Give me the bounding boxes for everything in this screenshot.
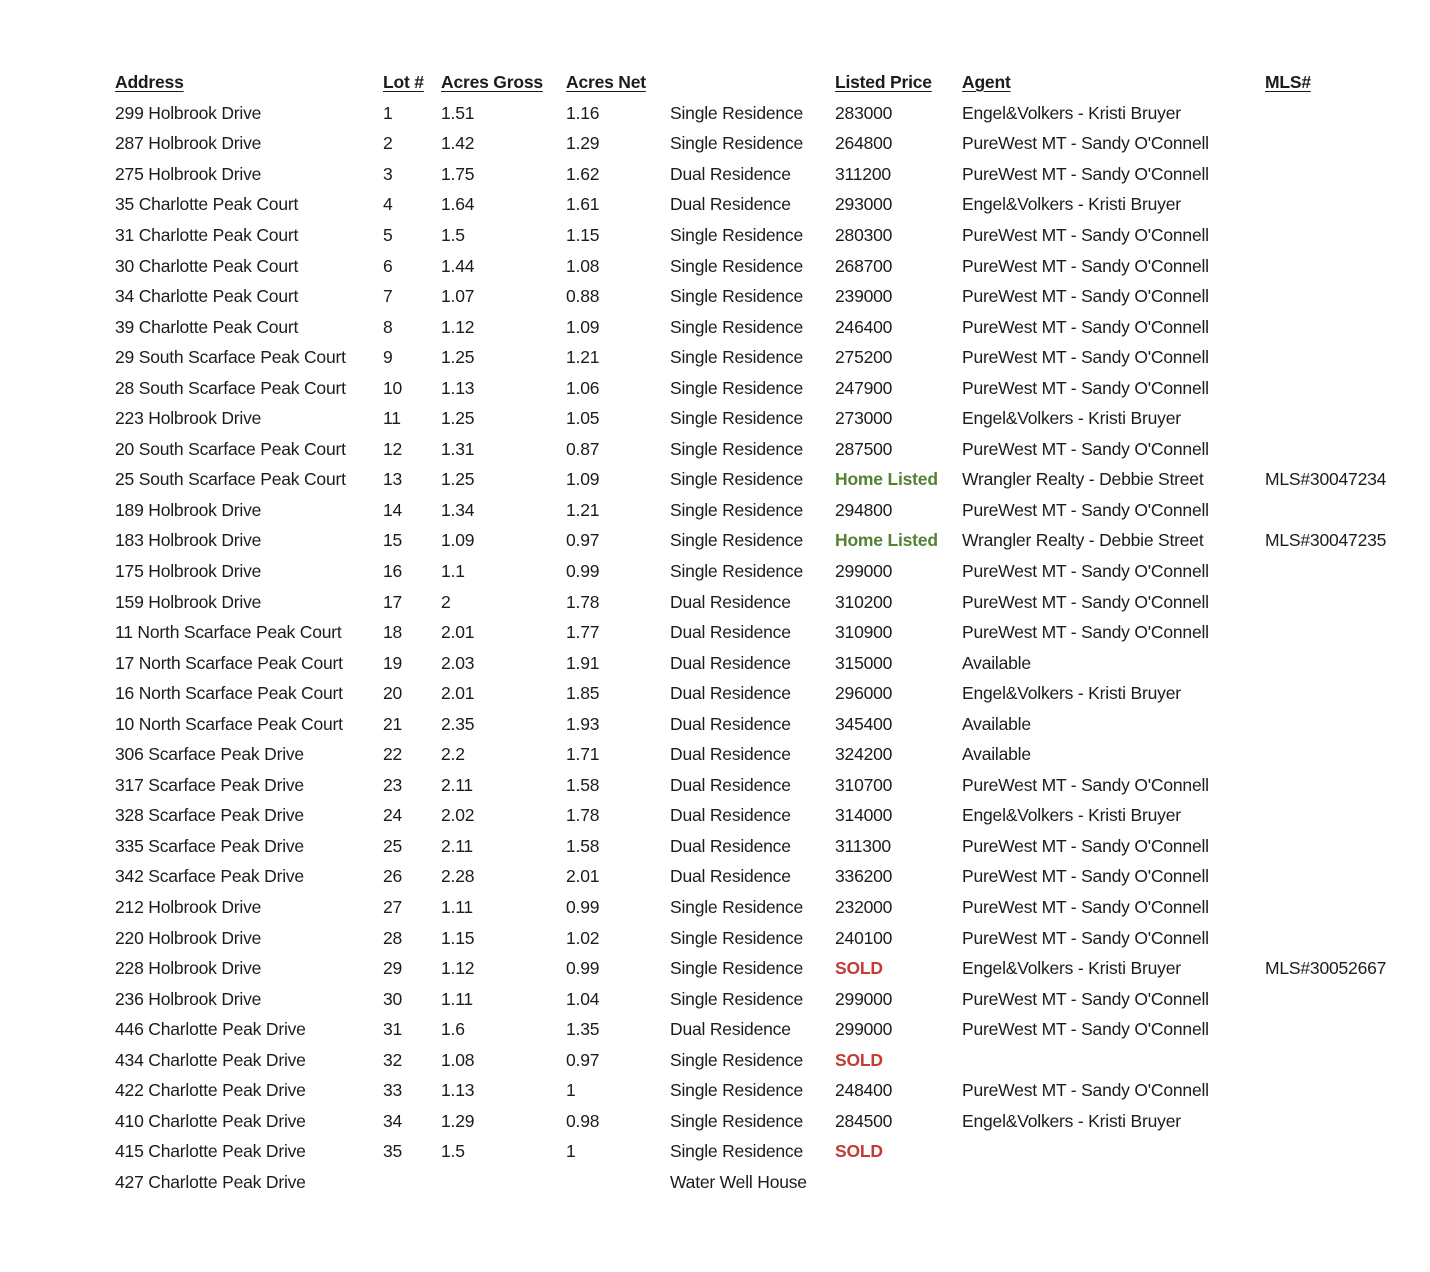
residence-type-cell: Dual Residence: [670, 683, 791, 704]
agent-cell: PureWest MT - Sandy O'Connell: [962, 774, 1209, 795]
acres-gross-cell: 1.51: [441, 102, 475, 123]
residence-type-cell: Single Residence: [670, 316, 803, 337]
listed-price-cell: 284500: [835, 1110, 893, 1131]
acres-gross-cell: 1.11: [441, 896, 473, 917]
agent-cell: PureWest MT - Sandy O'Connell: [962, 224, 1209, 245]
acres-gross-cell: 2: [441, 591, 451, 612]
column-header-mls: MLS#: [1265, 72, 1311, 92]
table-row: [115, 587, 1430, 618]
residence-type-cell: Single Residence: [670, 133, 803, 154]
acres-gross-cell: 1.42: [441, 133, 475, 154]
table-row: [115, 220, 1430, 251]
residence-type-cell: Single Residence: [670, 1049, 803, 1070]
acres-net-cell: 1.21: [566, 347, 600, 368]
residence-type-cell: Dual Residence: [670, 622, 791, 643]
lot-number-cell: 7: [383, 286, 393, 307]
lot-number-cell: 21: [383, 713, 403, 734]
listed-price-cell: 294800: [835, 499, 893, 520]
residence-type-cell: Single Residence: [670, 469, 803, 490]
acres-net-cell: 0.98: [566, 1110, 600, 1131]
acres-gross-cell: 2.03: [441, 652, 475, 673]
agent-cell: PureWest MT - Sandy O'Connell: [962, 927, 1209, 948]
acres-net-cell: 1.06: [566, 377, 600, 398]
residence-type-cell: Dual Residence: [670, 866, 791, 887]
address-cell: 189 Holbrook Drive: [115, 499, 262, 520]
lot-number-cell: 15: [383, 530, 403, 551]
residence-type-cell: Single Residence: [670, 1080, 803, 1101]
agent-cell: PureWest MT - Sandy O'Connell: [962, 866, 1209, 887]
address-cell: 35 Charlotte Peak Court: [115, 194, 299, 215]
agent-cell: PureWest MT - Sandy O'Connell: [962, 347, 1209, 368]
column-header-lot-number: Lot #: [383, 72, 424, 92]
lot-number-cell: 6: [383, 255, 393, 276]
lot-number-cell: 10: [383, 377, 403, 398]
agent-cell: Available: [962, 713, 1031, 734]
table-row: [115, 831, 1430, 862]
acres-gross-cell: 1.11: [441, 988, 473, 1009]
address-cell: 335 Scarface Peak Drive: [115, 835, 304, 856]
listed-price-cell: 280300: [835, 224, 893, 245]
residence-type-cell: Single Residence: [670, 1141, 803, 1162]
agent-cell: PureWest MT - Sandy O'Connell: [962, 499, 1209, 520]
listed-price-cell: 239000: [835, 286, 893, 307]
lot-number-cell: 34: [383, 1110, 403, 1131]
table-row: [115, 892, 1430, 923]
listed-price-cell: 247900: [835, 377, 893, 398]
residence-type-cell: Single Residence: [670, 499, 803, 520]
table-row: [115, 953, 1430, 984]
lot-number-cell: 29: [383, 958, 403, 979]
lot-number-cell: 26: [383, 866, 403, 887]
residence-type-cell: Single Residence: [670, 530, 803, 551]
acres-net-cell: 0.99: [566, 896, 600, 917]
address-cell: 427 Charlotte Peak Drive: [115, 1171, 306, 1192]
residence-type-cell: Single Residence: [670, 896, 803, 917]
acres-gross-cell: 1.13: [441, 1080, 475, 1101]
acres-gross-cell: 2.28: [441, 866, 475, 887]
residence-type-cell: Single Residence: [670, 102, 803, 123]
lot-number-cell: 13: [383, 469, 403, 490]
acres-gross-cell: 1.34: [441, 499, 475, 520]
column-header-listed-price: Listed Price: [835, 72, 932, 92]
agent-cell: PureWest MT - Sandy O'Connell: [962, 591, 1209, 612]
table-row: [115, 648, 1430, 679]
residence-type-cell: Single Residence: [670, 438, 803, 459]
listed-price-cell: Home Listed: [835, 530, 938, 551]
table-row: [115, 1076, 1430, 1107]
acres-net-cell: 1.78: [566, 591, 600, 612]
acres-gross-cell: 1.25: [441, 469, 475, 490]
acres-net-cell: 1.29: [566, 133, 600, 154]
acres-gross-cell: 2.11: [441, 774, 473, 795]
acres-net-cell: 1.35: [566, 1019, 600, 1040]
mls-number-cell: MLS#30047234: [1265, 469, 1387, 490]
residence-type-cell: Water Well House: [670, 1171, 807, 1192]
agent-cell: PureWest MT - Sandy O'Connell: [962, 133, 1209, 154]
listed-price-cell: 299000: [835, 560, 893, 581]
lot-number-cell: 27: [383, 896, 403, 917]
residence-type-cell: Dual Residence: [670, 805, 791, 826]
acres-gross-cell: 1.12: [441, 316, 475, 337]
listed-price-cell: 310200: [835, 591, 893, 612]
acres-net-cell: 1.62: [566, 163, 600, 184]
listed-price-cell: 287500: [835, 438, 893, 459]
residence-type-cell: Dual Residence: [670, 591, 791, 612]
agent-cell: PureWest MT - Sandy O'Connell: [962, 560, 1209, 581]
residence-type-cell: Dual Residence: [670, 652, 791, 673]
acres-gross-cell: 2.2: [441, 744, 465, 765]
table-header-row: [115, 67, 1430, 98]
acres-net-cell: 1.93: [566, 713, 600, 734]
residence-type-cell: Dual Residence: [670, 774, 791, 795]
listed-price-cell: 314000: [835, 805, 893, 826]
table-row: [115, 1137, 1430, 1168]
lot-number-cell: 1: [383, 102, 393, 123]
listed-price-cell: 299000: [835, 988, 893, 1009]
agent-cell: Engel&Volkers - Kristi Bruyer: [962, 683, 1181, 704]
table-row: [115, 434, 1430, 465]
address-cell: 175 Holbrook Drive: [115, 560, 262, 581]
acres-net-cell: 0.97: [566, 530, 600, 551]
acres-gross-cell: 1.31: [441, 438, 475, 459]
agent-cell: PureWest MT - Sandy O'Connell: [962, 377, 1209, 398]
table-row: [115, 129, 1430, 160]
residence-type-cell: Dual Residence: [670, 194, 791, 215]
lot-number-cell: 8: [383, 316, 393, 337]
listed-price-cell: 268700: [835, 255, 893, 276]
residence-type-cell: Dual Residence: [670, 744, 791, 765]
table-row: [115, 770, 1430, 801]
agent-cell: Engel&Volkers - Kristi Bruyer: [962, 194, 1181, 215]
table-row: [115, 1014, 1430, 1045]
listed-price-cell: SOLD: [835, 958, 883, 979]
listed-price-cell: SOLD: [835, 1049, 883, 1070]
acres-gross-cell: 1.12: [441, 958, 475, 979]
acres-gross-cell: 2.02: [441, 805, 475, 826]
table-row: [115, 709, 1430, 740]
acres-gross-cell: 2.35: [441, 713, 475, 734]
listed-price-cell: 299000: [835, 1019, 893, 1040]
table-row: [115, 1045, 1430, 1076]
address-cell: 317 Scarface Peak Drive: [115, 774, 304, 795]
agent-cell: PureWest MT - Sandy O'Connell: [962, 896, 1209, 917]
acres-net-cell: 1.15: [566, 224, 600, 245]
column-header-acres-net: Acres Net: [566, 72, 646, 92]
agent-cell: Wrangler Realty - Debbie Street: [962, 530, 1204, 551]
lot-number-cell: 16: [383, 560, 403, 581]
acres-gross-cell: 1.64: [441, 194, 475, 215]
listed-price-cell: 273000: [835, 408, 893, 429]
acres-gross-cell: 2.11: [441, 835, 473, 856]
residence-type-cell: Dual Residence: [670, 163, 791, 184]
address-cell: 29 South Scarface Peak Court: [115, 347, 346, 368]
listed-price-cell: 275200: [835, 347, 893, 368]
address-cell: 275 Holbrook Drive: [115, 163, 262, 184]
table-row: [115, 923, 1430, 954]
acres-net-cell: 1.09: [566, 316, 600, 337]
address-cell: 10 North Scarface Peak Court: [115, 713, 343, 734]
table-row: [115, 984, 1430, 1015]
acres-gross-cell: 1.1: [441, 560, 465, 581]
acres-gross-cell: 1.75: [441, 163, 475, 184]
address-cell: 236 Holbrook Drive: [115, 988, 262, 1009]
acres-net-cell: 1.09: [566, 469, 600, 490]
residence-type-cell: Single Residence: [670, 1110, 803, 1131]
table-row: [115, 98, 1430, 129]
lot-number-cell: 30: [383, 988, 403, 1009]
address-cell: 299 Holbrook Drive: [115, 102, 262, 123]
listed-price-cell: 232000: [835, 896, 893, 917]
address-cell: 220 Holbrook Drive: [115, 927, 262, 948]
listed-price-cell: 310900: [835, 622, 893, 643]
residence-type-cell: Single Residence: [670, 560, 803, 581]
table-row: [115, 526, 1430, 557]
table-row: [115, 862, 1430, 893]
acres-net-cell: 2.01: [566, 866, 600, 887]
table-row: [115, 403, 1430, 434]
table-row: [115, 373, 1430, 404]
agent-cell: PureWest MT - Sandy O'Connell: [962, 255, 1209, 276]
agent-cell: PureWest MT - Sandy O'Connell: [962, 622, 1209, 643]
lot-number-cell: 24: [383, 805, 403, 826]
mls-number-cell: MLS#30047235: [1265, 530, 1387, 551]
agent-cell: PureWest MT - Sandy O'Connell: [962, 163, 1209, 184]
listed-price-cell: 264800: [835, 133, 893, 154]
address-cell: 20 South Scarface Peak Court: [115, 438, 346, 459]
acres-gross-cell: 1.13: [441, 377, 475, 398]
acres-net-cell: 1.08: [566, 255, 600, 276]
residence-type-cell: Dual Residence: [670, 1019, 791, 1040]
address-cell: 415 Charlotte Peak Drive: [115, 1141, 306, 1162]
address-cell: 422 Charlotte Peak Drive: [115, 1080, 306, 1101]
acres-net-cell: 1.78: [566, 805, 600, 826]
address-cell: 28 South Scarface Peak Court: [115, 377, 346, 398]
residence-type-cell: Single Residence: [670, 224, 803, 245]
residence-type-cell: Single Residence: [670, 255, 803, 276]
table-row: [115, 801, 1430, 832]
agent-cell: PureWest MT - Sandy O'Connell: [962, 316, 1209, 337]
address-cell: 212 Holbrook Drive: [115, 896, 262, 917]
listed-price-cell: 283000: [835, 102, 893, 123]
table-row: [115, 556, 1430, 587]
table-row: [115, 617, 1430, 648]
address-cell: 39 Charlotte Peak Court: [115, 316, 299, 337]
acres-net-cell: 1.77: [566, 622, 600, 643]
lot-number-cell: 28: [383, 927, 403, 948]
residence-type-cell: Single Residence: [670, 988, 803, 1009]
acres-net-cell: 1.85: [566, 683, 600, 704]
table-row: [115, 465, 1430, 496]
acres-gross-cell: 1.07: [441, 286, 475, 307]
agent-cell: Engel&Volkers - Kristi Bruyer: [962, 408, 1181, 429]
address-cell: 11 North Scarface Peak Court: [115, 622, 342, 643]
table-body: [115, 98, 1430, 1198]
listed-price-cell: 345400: [835, 713, 893, 734]
listed-price-cell: 336200: [835, 866, 893, 887]
agent-cell: Engel&Volkers - Kristi Bruyer: [962, 805, 1181, 826]
lot-number-cell: 25: [383, 835, 403, 856]
agent-cell: Engel&Volkers - Kristi Bruyer: [962, 1110, 1181, 1131]
table-row: [115, 739, 1430, 770]
address-cell: 17 North Scarface Peak Court: [115, 652, 343, 673]
listed-price-cell: 246400: [835, 316, 893, 337]
column-header-acres-gross: Acres Gross: [441, 72, 543, 92]
lot-number-cell: 19: [383, 652, 403, 673]
acres-gross-cell: 1.25: [441, 408, 475, 429]
agent-cell: PureWest MT - Sandy O'Connell: [962, 286, 1209, 307]
address-cell: 223 Holbrook Drive: [115, 408, 262, 429]
address-cell: 328 Scarface Peak Drive: [115, 805, 304, 826]
acres-gross-cell: 1.25: [441, 347, 475, 368]
listed-price-cell: 311300: [835, 835, 891, 856]
address-cell: 25 South Scarface Peak Court: [115, 469, 346, 490]
acres-gross-cell: 1.29: [441, 1110, 475, 1131]
acres-net-cell: 0.99: [566, 958, 600, 979]
address-cell: 31 Charlotte Peak Court: [115, 224, 299, 245]
lot-number-cell: 5: [383, 224, 393, 245]
column-header-address: Address: [115, 72, 184, 92]
table-row: [115, 1167, 1430, 1198]
address-cell: 342 Scarface Peak Drive: [115, 866, 304, 887]
lot-number-cell: 3: [383, 163, 393, 184]
listed-price-cell: Home Listed: [835, 469, 938, 490]
listed-price-cell: 248400: [835, 1080, 893, 1101]
agent-cell: PureWest MT - Sandy O'Connell: [962, 988, 1209, 1009]
address-cell: 34 Charlotte Peak Court: [115, 286, 299, 307]
acres-net-cell: 0.99: [566, 560, 600, 581]
acres-net-cell: 1.91: [566, 652, 600, 673]
acres-net-cell: 0.87: [566, 438, 600, 459]
acres-gross-cell: 1.08: [441, 1049, 475, 1070]
agent-cell: PureWest MT - Sandy O'Connell: [962, 835, 1209, 856]
listed-price-cell: 310700: [835, 774, 893, 795]
acres-gross-cell: 1.5: [441, 1141, 465, 1162]
agent-cell: Wrangler Realty - Debbie Street: [962, 469, 1204, 490]
acres-net-cell: 0.88: [566, 286, 600, 307]
listed-price-cell: 311200: [835, 163, 891, 184]
address-cell: 16 North Scarface Peak Court: [115, 683, 343, 704]
listed-price-cell: 240100: [835, 927, 893, 948]
agent-cell: PureWest MT - Sandy O'Connell: [962, 438, 1209, 459]
column-header-agent: Agent: [962, 72, 1011, 92]
acres-net-cell: 1.04: [566, 988, 600, 1009]
agent-cell: Engel&Volkers - Kristi Bruyer: [962, 102, 1181, 123]
lot-number-cell: 32: [383, 1049, 403, 1070]
acres-gross-cell: 1.15: [441, 927, 475, 948]
acres-net-cell: 0.97: [566, 1049, 600, 1070]
mls-number-cell: MLS#30052667: [1265, 958, 1387, 979]
agent-cell: PureWest MT - Sandy O'Connell: [962, 1080, 1209, 1101]
acres-net-cell: 1.58: [566, 835, 600, 856]
listed-price-cell: 296000: [835, 683, 893, 704]
address-cell: 183 Holbrook Drive: [115, 530, 262, 551]
table-row: [115, 159, 1430, 190]
acres-gross-cell: 1.5: [441, 224, 465, 245]
lot-number-cell: 31: [383, 1019, 403, 1040]
lot-number-cell: 22: [383, 744, 403, 765]
table-row: [115, 1106, 1430, 1137]
residence-type-cell: Dual Residence: [670, 713, 791, 734]
acres-gross-cell: 2.01: [441, 622, 475, 643]
lot-number-cell: 35: [383, 1141, 403, 1162]
address-cell: 287 Holbrook Drive: [115, 133, 262, 154]
acres-net-cell: 1.16: [566, 102, 600, 123]
acres-gross-cell: 2.01: [441, 683, 475, 704]
address-cell: 228 Holbrook Drive: [115, 958, 262, 979]
acres-gross-cell: 1.09: [441, 530, 475, 551]
lot-number-cell: 23: [383, 774, 403, 795]
address-cell: 434 Charlotte Peak Drive: [115, 1049, 306, 1070]
table-row: [115, 281, 1430, 312]
address-cell: 306 Scarface Peak Drive: [115, 744, 304, 765]
acres-net-cell: 1: [566, 1080, 576, 1101]
acres-net-cell: 1: [566, 1141, 576, 1162]
agent-cell: Available: [962, 652, 1031, 673]
lot-number-cell: 11: [383, 408, 401, 429]
lot-number-cell: 18: [383, 622, 403, 643]
listed-price-cell: 293000: [835, 194, 893, 215]
lot-number-cell: 17: [383, 591, 403, 612]
residence-type-cell: Single Residence: [670, 408, 803, 429]
residence-type-cell: Dual Residence: [670, 835, 791, 856]
table-row: [115, 190, 1430, 221]
acres-gross-cell: 1.6: [441, 1019, 465, 1040]
acres-net-cell: 1.61: [566, 194, 600, 215]
acres-net-cell: 1.58: [566, 774, 600, 795]
listed-price-cell: 315000: [835, 652, 893, 673]
lot-number-cell: 9: [383, 347, 393, 368]
listed-price-cell: 324200: [835, 744, 893, 765]
lot-number-cell: 12: [383, 438, 403, 459]
listed-price-cell: SOLD: [835, 1141, 883, 1162]
lot-number-cell: 20: [383, 683, 403, 704]
lot-number-cell: 4: [383, 194, 393, 215]
residence-type-cell: Single Residence: [670, 958, 803, 979]
table-row: [115, 251, 1430, 282]
table-row: [115, 342, 1430, 373]
lot-number-cell: 14: [383, 499, 403, 520]
acres-net-cell: 1.05: [566, 408, 600, 429]
address-cell: 410 Charlotte Peak Drive: [115, 1110, 306, 1131]
lot-listing-sheet: [115, 67, 1430, 1198]
agent-cell: Engel&Volkers - Kristi Bruyer: [962, 958, 1181, 979]
address-cell: 159 Holbrook Drive: [115, 591, 262, 612]
acres-net-cell: 1.21: [566, 499, 600, 520]
residence-type-cell: Single Residence: [670, 377, 803, 398]
residence-type-cell: Single Residence: [670, 927, 803, 948]
lot-number-cell: 2: [383, 133, 393, 154]
residence-type-cell: Single Residence: [670, 286, 803, 307]
table-row: [115, 495, 1430, 526]
address-cell: 30 Charlotte Peak Court: [115, 255, 299, 276]
agent-cell: Available: [962, 744, 1031, 765]
acres-gross-cell: 1.44: [441, 255, 475, 276]
agent-cell: PureWest MT - Sandy O'Connell: [962, 1019, 1209, 1040]
table-row: [115, 678, 1430, 709]
lot-number-cell: 33: [383, 1080, 403, 1101]
residence-type-cell: Single Residence: [670, 347, 803, 368]
address-cell: 446 Charlotte Peak Drive: [115, 1019, 306, 1040]
acres-net-cell: 1.71: [566, 744, 600, 765]
acres-net-cell: 1.02: [566, 927, 600, 948]
table-row: [115, 312, 1430, 343]
